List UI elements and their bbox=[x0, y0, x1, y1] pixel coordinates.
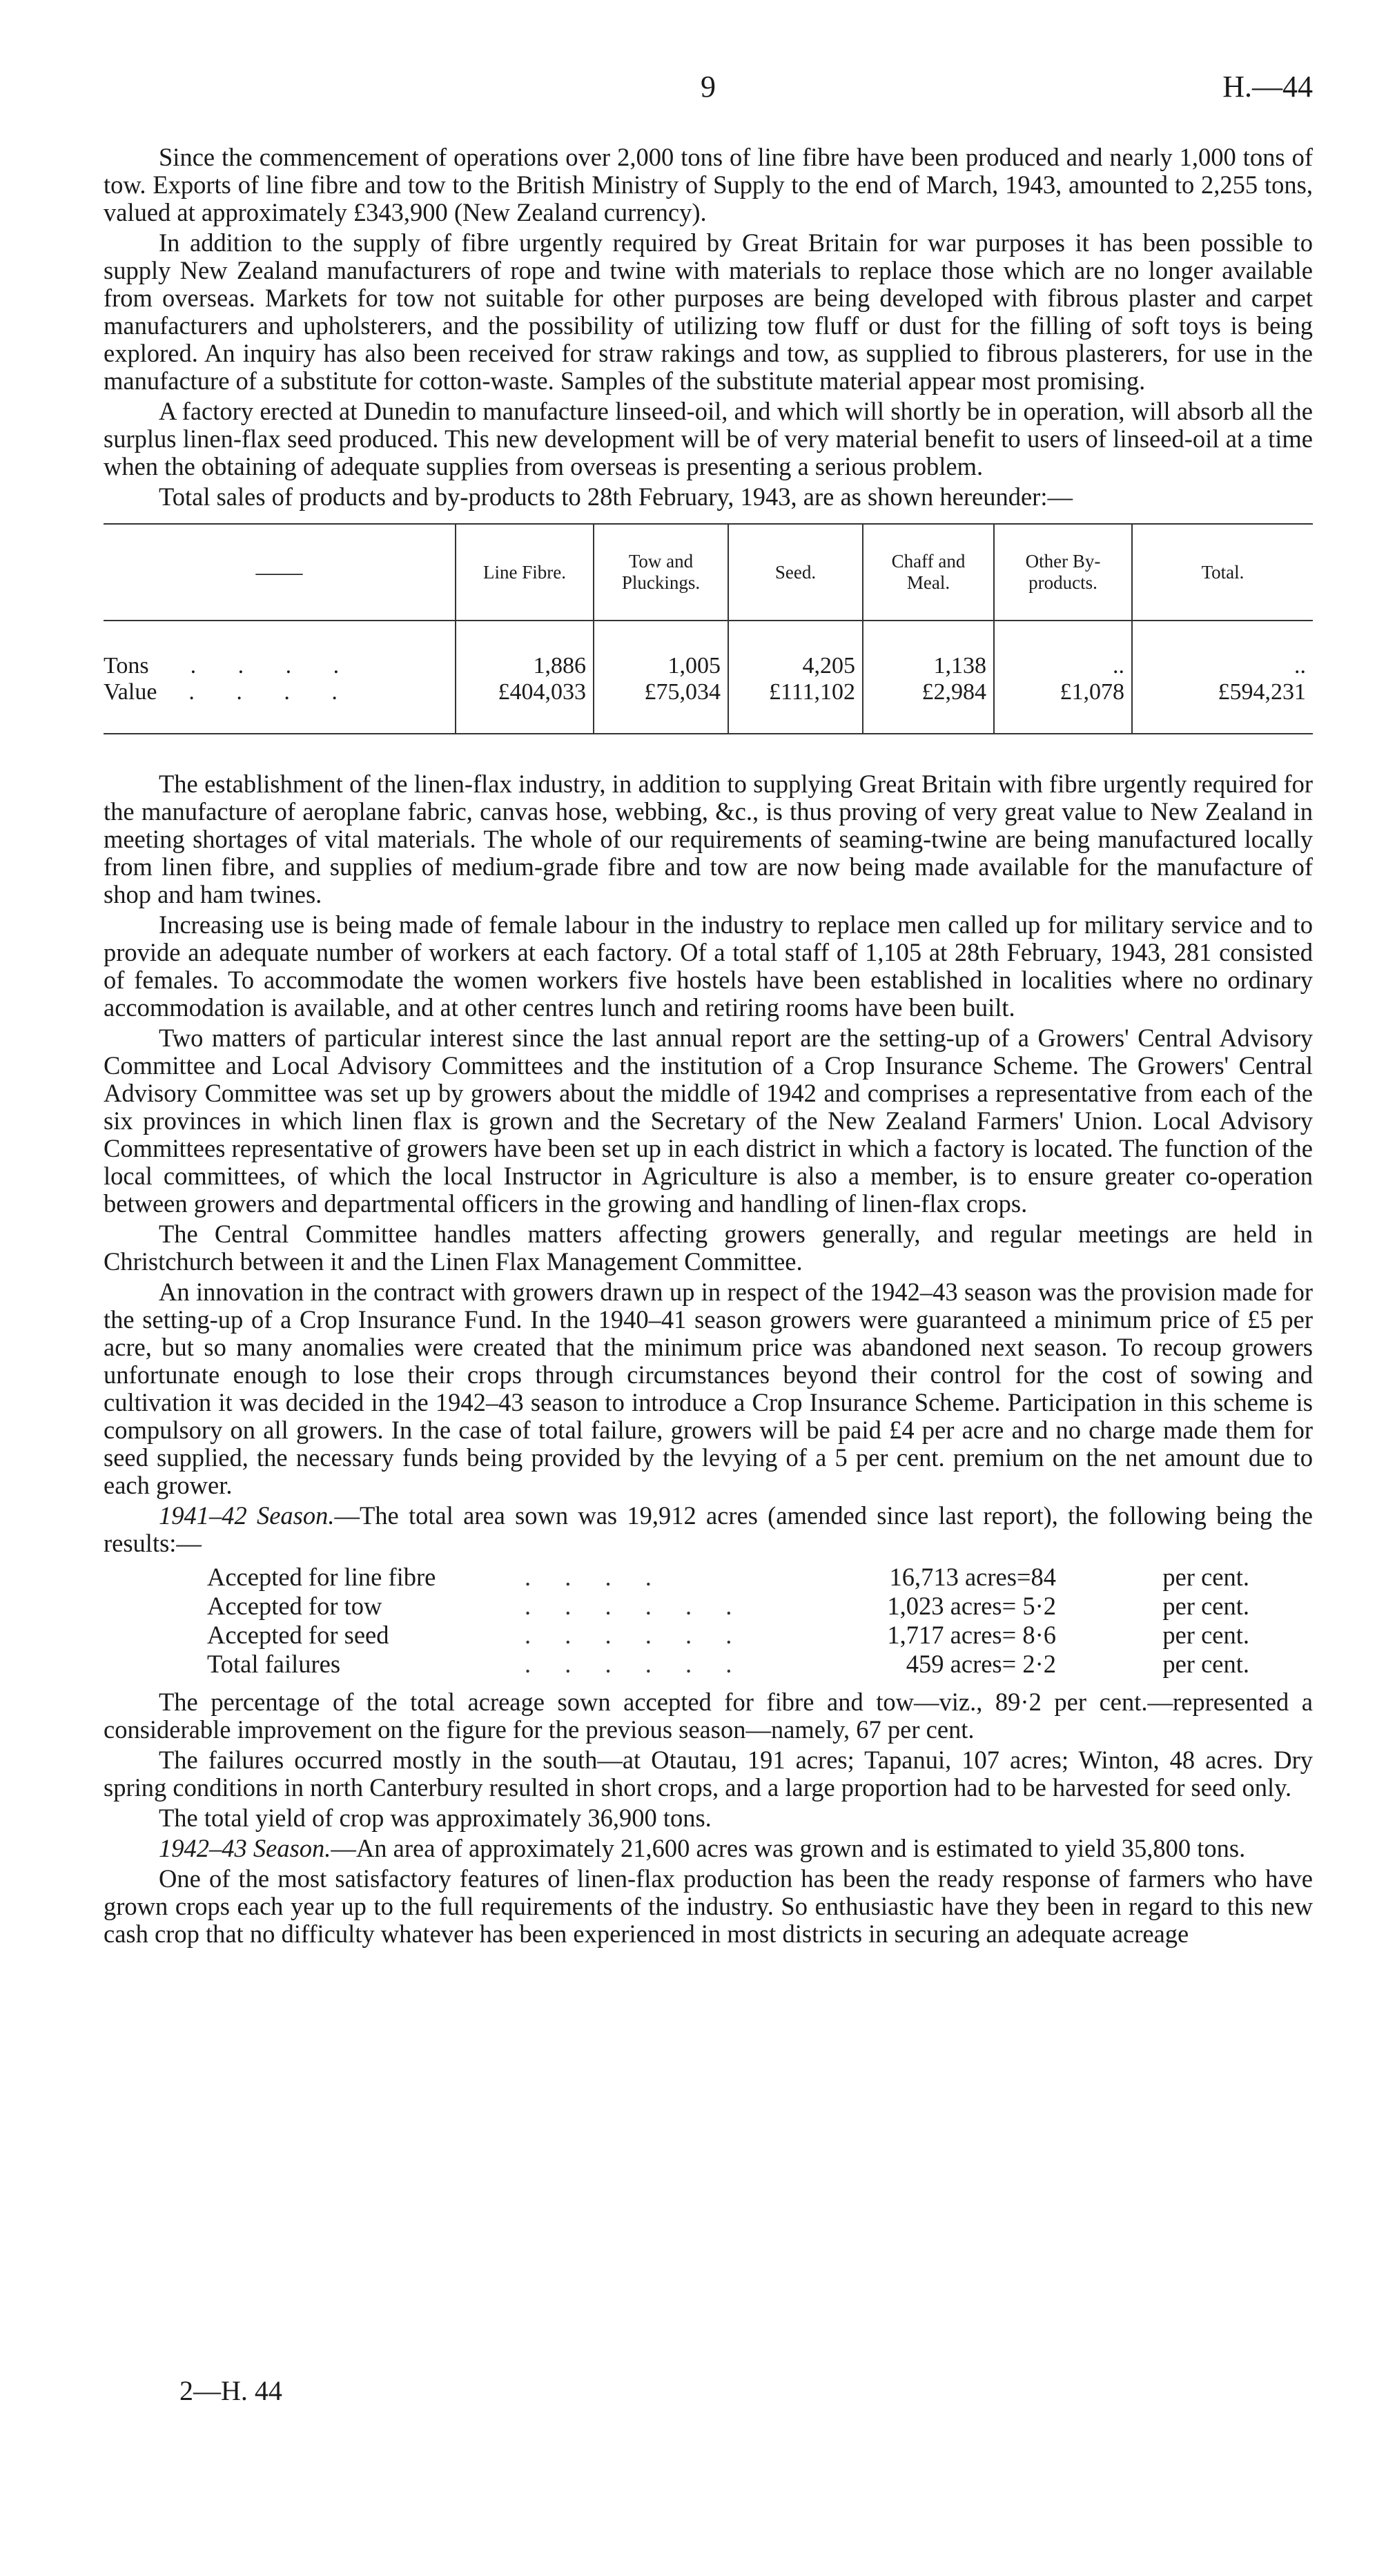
season-1942-heading: 1942–43 Season. bbox=[159, 1834, 331, 1862]
paragraph-establishment: The establishment of the linen-flax industry, in addition to supplying Great Britain with fibre urgently required for the manufacture of aeroplane fabric, canvas hose, webbing, &c., is thus proving of very great value to New Zealand in meeting shortages of vital materials. The whole of our requirements of seaming-twine are being manufactured locally from linen fibre, and supplies of medium-grade fibre and tow are now being made available for the manufacture of shop and ham twines. bbox=[104, 770, 1313, 908]
list-item bbox=[207, 1621, 1277, 1650]
cell-value-chaff: £2,984 bbox=[863, 679, 994, 733]
table-row bbox=[104, 653, 1313, 679]
result-percent: per cent. bbox=[1162, 1621, 1249, 1649]
result-percent: per cent. bbox=[1162, 1650, 1249, 1678]
column-header-line-fibre: Line Fibre. bbox=[456, 525, 594, 621]
cell-value-other: £1,078 bbox=[994, 679, 1132, 733]
result-percent: per cent. bbox=[1162, 1592, 1249, 1620]
paragraph-total-sales: Total sales of products and by-products to 28th February, 1943, are as shown hereunder:— bbox=[159, 482, 1073, 511]
result-leaders: . . . . . . bbox=[525, 1592, 746, 1620]
paragraph-percentage: The percentage of the total acreage sown accepted for fibre and tow—viz., 89·2 per cent.—represented a considerable improvement on the figure for the previous season—namely, 67 per cent. bbox=[104, 1688, 1313, 1744]
column-header-tow: Tow and Pluckings. bbox=[594, 525, 728, 621]
sales-table-corner: —— bbox=[104, 525, 456, 621]
season-1942-text: —An area of approximately 21,600 acres was grown and is estimated to yield 35,800 tons. bbox=[331, 1834, 1246, 1862]
result-acres: 1,023 acres= 5·2 bbox=[887, 1592, 1056, 1620]
row-label-tons: Tons . . . . bbox=[104, 653, 358, 679]
result-leaders: . . . . bbox=[525, 1563, 665, 1591]
list-item bbox=[207, 1563, 1277, 1592]
sales-table-header-row bbox=[104, 525, 1313, 621]
season-1941-text: —The total area sown was 19,912 acres (amended since last report), the following being the results:— bbox=[104, 1501, 1313, 1557]
body-text bbox=[104, 144, 1313, 1951]
result-leaders: . . . . . . bbox=[525, 1650, 746, 1678]
page-header bbox=[104, 69, 1313, 110]
cell-value-tow: £75,034 bbox=[594, 679, 728, 733]
result-acres: 459 acres= 2·2 bbox=[906, 1650, 1056, 1678]
row-leaders: . . . . bbox=[188, 679, 355, 705]
document-reference: H.—44 bbox=[1222, 70, 1313, 104]
column-header-seed: Seed. bbox=[728, 525, 863, 621]
paragraph-satisfactory-features: One of the most satisfactory features of linen-flax production has been the ready response of farmers who have grown crops each year up to the full requirements of the industry. So enthusiastic have they been in regard to this new cash crop that no difficulty whatever has been experienced in most districts in securing an adequate acreage bbox=[104, 1864, 1313, 1948]
paragraph-total-yield: The total yield of crop was approximately 36,900 tons. bbox=[159, 1804, 712, 1832]
paragraph-season-1942 bbox=[104, 1835, 1313, 1862]
paragraph-fibre-supply: In addition to the supply of fibre urgently required by Great Britain for war purposes it has been possible to supply New Zealand manufacturers of rope and twine with materials to replace those which are no longer available from overseas. Markets for tow not suitable for other purposes are being developed with fibrous plaster and carpet manufacturers and upholsterers, and the possibility of utilizing tow fluff or dust for the filling of soft toys is being explored. An inquiry has also been received for straw rakings and tow, as supplied to fibrous plasterers, for use in the manufacture of a substitute for cotton-waste. Samples of the substitute material appear most promising. bbox=[104, 228, 1313, 395]
table-row bbox=[104, 679, 1313, 733]
paragraph-crop-insurance: An innovation in the contract with growers drawn up in respect of the 1942–43 season was the provision made for the setting-up of a Crop Insurance Fund. In the 1940–41 season growers were guaranteed a minimum price of £5 per acre, but so many anomalies were created that the minimum price was abandoned next season. To recoup growers unfortunate enough to lose their crops through circumstances beyond their control for the cost of sowing and cultivation it was decided in the 1942–43 season to introduce a Crop Insurance Scheme. Participation in this scheme is compulsory on all growers. In the case of total failure, growers will be paid £4 per acre and no charge made them for seed supplied, the necessary funds being provided by the levying of a 5 per cent. premium on the net amount due to each grower. bbox=[104, 1278, 1313, 1499]
sales-table-container bbox=[104, 523, 1313, 734]
season-1941-heading: 1941–42 Season. bbox=[159, 1501, 335, 1530]
column-header-chaff: Chaff and Meal. bbox=[863, 525, 994, 621]
paragraph-female-labour: Increasing use is being made of female labour in the industry to replace men called up for military service and to provide an adequate number of workers at each factory. Of a total staff of 1,105 at 28th February, 1943, 281 consisted of females. To accommodate the women workers five hostels have been established in localities where no ordinary accommodation is available, and at other centres lunch and retiring rooms have been built. bbox=[104, 910, 1313, 1022]
result-label: Accepted for seed bbox=[207, 1621, 389, 1649]
cell-tons-line-fibre: 1,886 bbox=[456, 653, 594, 679]
result-label: Total failures bbox=[207, 1650, 341, 1678]
result-label: Accepted for line fibre bbox=[207, 1563, 436, 1591]
sales-table bbox=[104, 525, 1313, 733]
page-signature: 2—H. 44 bbox=[179, 2375, 282, 2406]
result-percent: per cent. bbox=[1162, 1563, 1249, 1591]
column-header-total: Total. bbox=[1132, 525, 1313, 621]
row-label-value: Value . . . . bbox=[104, 679, 355, 705]
paragraph-failures: The failures occurred mostly in the south—at Otautau, 191 acres; Tapanui, 107 acres; Winton, 48 acres. Dry spring conditions in north Canterbury resulted in short crops, and a large proportion had to be harvested for seed only. bbox=[104, 1746, 1313, 1802]
column-header-other: Other By-products. bbox=[994, 525, 1132, 621]
result-leaders: . . . . . . bbox=[525, 1621, 746, 1649]
result-acres: 16,713 acres=84 bbox=[889, 1563, 1056, 1591]
cell-tons-seed: 4,205 bbox=[728, 653, 863, 679]
row-leaders: . . . . bbox=[190, 653, 358, 679]
cell-tons-other: .. bbox=[994, 653, 1132, 679]
cell-tons-chaff: 1,138 bbox=[863, 653, 994, 679]
result-label: Accepted for tow bbox=[207, 1592, 382, 1620]
paragraph-dunedin-factory: A factory erected at Dunedin to manufacture linseed-oil, and which will shortly be in operation, will absorb all the surplus linen-flax seed produced. This new development will be of very material benefit to users of linseed-oil at a time when the obtaining of adequate supplies from overseas is presenting a serious problem. bbox=[104, 397, 1313, 480]
paragraph-committees: Two matters of particular interest since the last annual report are the setting-up of a Growers' Central Advisory Committee and Local Advisory Committees and the institution of a Crop Insurance Scheme. The Growers' Central Advisory Committee was set up by growers about the middle of 1942 and comprises a representative from each of the six provinces in which linen flax is grown and the Secretary of the New Zealand Farmers' Union. Local Advisory Committees representative of growers have been set up in each district in which a factory is located. The function of the local committees, of which the local Instructor in Agriculture is also a member, is to ensure greater co-operation between growers and departmental officers in the growing and handling of linen-flax crops. bbox=[104, 1024, 1313, 1218]
paragraph-central-committee: The Central Committee handles matters affecting growers generally, and regular meetings are held in Christchurch between it and the Linen Flax Management Committee. bbox=[104, 1220, 1313, 1276]
list-item bbox=[207, 1592, 1277, 1621]
result-acres: 1,717 acres= 8·6 bbox=[887, 1621, 1056, 1649]
paragraph-commencement: Since the commencement of operations over 2,000 tons of line fibre have been produced and nearly 1,000 tons of tow. Exports of line fibre and tow to the British Ministry of Supply to the end of March, 1943, amounted to 2,255 tons, valued at approximately £343,900 (New Zealand currency). bbox=[104, 143, 1313, 226]
cell-tons-total: .. bbox=[1132, 653, 1313, 679]
paragraph-season-1941 bbox=[104, 1502, 1313, 1557]
cell-value-line-fibre: £404,033 bbox=[456, 679, 594, 733]
page-number: 9 bbox=[701, 70, 716, 104]
cell-value-total: £594,231 bbox=[1132, 679, 1313, 733]
cell-value-seed: £111,102 bbox=[728, 679, 863, 733]
list-item bbox=[207, 1650, 1277, 1679]
results-list bbox=[207, 1563, 1277, 1679]
cell-tons-tow: 1,005 bbox=[594, 653, 728, 679]
